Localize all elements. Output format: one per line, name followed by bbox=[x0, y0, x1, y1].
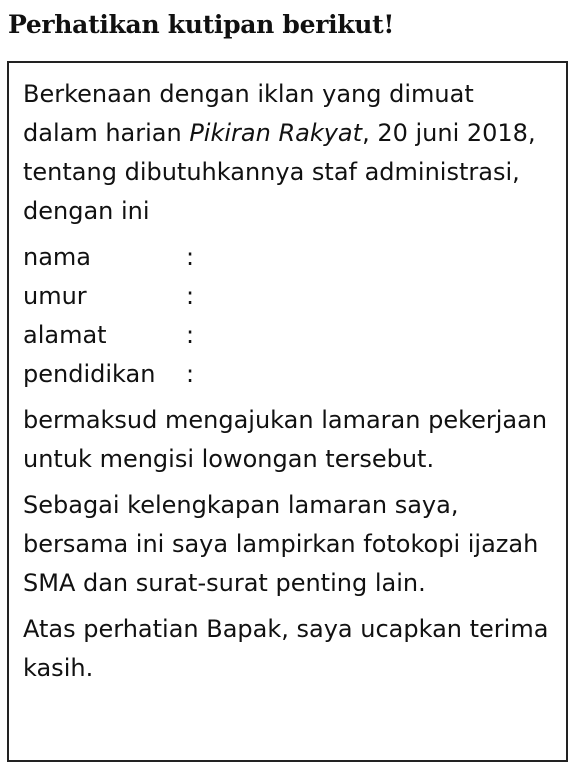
field-row-pendidikan bbox=[23, 355, 556, 394]
page-heading: Perhatikan kutipan berikut! bbox=[8, 10, 395, 39]
field-colon: : bbox=[186, 243, 195, 271]
attachments-paragraph: Sebagai kelengkapan lamaran saya, bersama ini saya lampirkan fotokopi ijazah SMA dan surat-surat penting lain. bbox=[23, 491, 539, 597]
field-label-pendidikan: pendidikan bbox=[23, 360, 156, 388]
newspaper-name: Pikiran Rakyat bbox=[189, 119, 363, 147]
field-colon: : bbox=[186, 282, 195, 310]
field-row-umur bbox=[23, 277, 556, 316]
field-label-alamat: alamat bbox=[23, 321, 107, 349]
field-colon: : bbox=[186, 321, 195, 349]
field-label-nama: nama bbox=[23, 243, 92, 271]
intro-text-after: , 20 juni 2018, tentang dibutuhkannya staf administrasi, dengan ini bbox=[23, 119, 536, 225]
field-row-alamat bbox=[23, 316, 556, 355]
closing-paragraph: Atas perhatian Bapak, saya ucapkan terima kasih. bbox=[23, 615, 549, 682]
field-label-umur: umur bbox=[23, 282, 87, 310]
intro-paragraph bbox=[23, 75, 556, 231]
field-colon: : bbox=[186, 360, 195, 388]
applicant-fields bbox=[23, 238, 556, 394]
letter-excerpt-box bbox=[7, 61, 568, 762]
intro-text-before: Berkenaan dengan iklan yang dimuat dalam harian bbox=[23, 80, 474, 147]
field-row-nama bbox=[23, 238, 556, 277]
purpose-paragraph: bermaksud mengajukan lamaran pekerjaan untuk mengisi lowongan tersebut. bbox=[23, 406, 548, 473]
